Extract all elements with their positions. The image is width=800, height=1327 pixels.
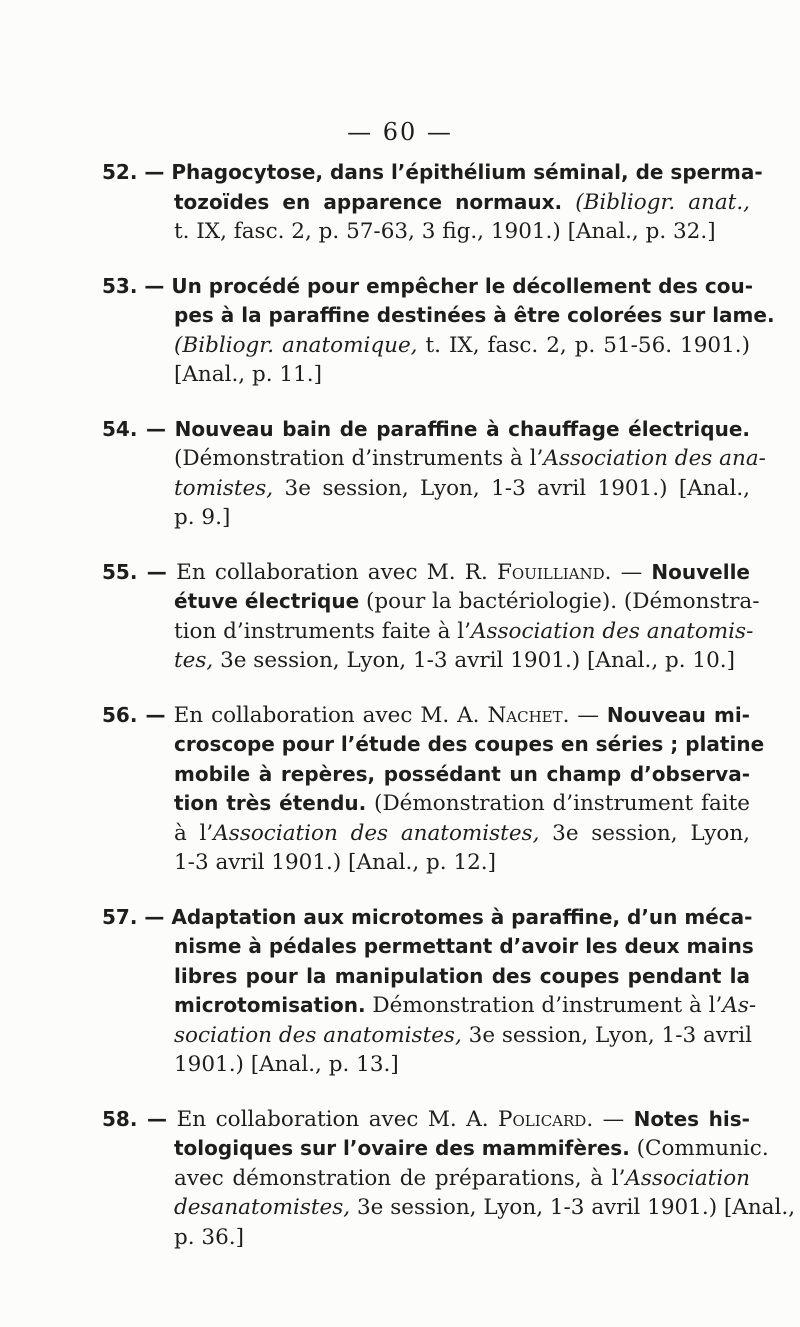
entry-text: nisme à pédales permettant d’avoir les deux mains [174, 934, 754, 958]
entry-text: Association des anatomis- [470, 618, 754, 644]
entry-line [0, 217, 750, 247]
entry-line [0, 444, 766, 474]
entry-text: p. 9.] [174, 505, 231, 530]
entry-text: croscope pour l’étude des coupes en séries ; platine [174, 732, 765, 756]
entry-line [0, 415, 750, 445]
entry-text: desanatomistes, [174, 1195, 351, 1220]
entry-line [0, 1223, 750, 1253]
entry-line [0, 587, 760, 617]
entry-55 [0, 558, 800, 676]
entry-text: Association des ana- [543, 446, 766, 471]
entry-line [0, 701, 750, 731]
entry-text: libres pour la manipulation des coupes pendant la [174, 963, 750, 988]
page-number: — 60 — [347, 118, 453, 146]
entry-text: En collaboration avec M. A. [173, 702, 488, 728]
entry-text: tomistes, [174, 475, 274, 501]
entry-line [0, 991, 757, 1021]
entry-text: As- [722, 993, 757, 1018]
entry-line [0, 819, 750, 849]
entry-text: 1901.) [Anal., p. 13.] [174, 1052, 399, 1077]
entry-text: 55. — [102, 559, 177, 584]
entry-text: tologiques sur l’ovaire des mammifères. [174, 1136, 630, 1160]
entry-text: t. IX, fasc. 2, p. 57-63, 3 fig., 1901.) [Anal., p. 32.] [174, 219, 716, 244]
entry-text: En collaboration avec M. R. [176, 559, 498, 585]
entry-line [0, 760, 750, 790]
entry-text: 57. — Adaptation aux microtomes à paraffine, d’un méca- [102, 904, 753, 929]
entry-text: pes à la paraffine destinées à être colorées sur lame. [174, 303, 775, 327]
entry-line [0, 1164, 750, 1194]
entry-text: En collaboration avec M. A. [176, 1106, 499, 1132]
entry-52 [0, 158, 800, 247]
entry-text: tion très étendu. [174, 791, 367, 815]
entry-text: à l’ [174, 820, 214, 846]
entry-text: Démonstration d’instrument à l’ [365, 993, 723, 1018]
entry-line [0, 158, 763, 188]
entry-text: 54. — Nouveau bain de paraffine à chauffage électrique. [102, 416, 750, 441]
entry-text: . — [604, 559, 652, 585]
entry-text: 3e session, Lyon, 1-3 avril 1901.) [Anal., [273, 475, 750, 501]
entry-text: Policard [498, 1106, 587, 1132]
entry-text: avec démonstration de préparations, à l’ [174, 1165, 626, 1191]
entry-text: Notes his- [633, 1106, 750, 1131]
entry-text: . — [562, 702, 607, 728]
entry-line [0, 789, 750, 819]
entry-line [0, 848, 750, 878]
entry-text: étuve électrique [174, 589, 360, 613]
entry-line [0, 188, 750, 218]
entry-text: Nouveau mi- [606, 702, 750, 727]
entry-line [0, 646, 750, 676]
entry-text: p. 36.] [174, 1224, 245, 1250]
entry-line [0, 301, 775, 331]
entry-53 [0, 272, 800, 390]
entry-line [0, 503, 750, 533]
entry-text: Fouilliand [497, 559, 605, 585]
entry-text: Nouvelle [651, 559, 750, 584]
entry-text: (pour la bactériologie). (Démonstra- [359, 589, 760, 614]
entry-text: Nachet [487, 702, 563, 728]
entry-text: Association des anatomistes, [213, 820, 540, 846]
entry-line [0, 730, 765, 760]
entry-56 [0, 701, 800, 878]
entry-text: 3e session, Lyon, 1-3 avril [461, 1022, 752, 1048]
entry-line [0, 962, 750, 992]
entry-line [0, 360, 750, 390]
entry-text: (Bibliogr. anat., [575, 189, 750, 215]
entry-text: t. IX, fasc. 2, p. 51-56. 1901.) [417, 332, 750, 358]
entry-text: Association [625, 1165, 750, 1191]
entry-text: 52. — Phagocytose, dans l’épithélium séminal, de sperma- [102, 160, 763, 184]
entry-text: mobile à repères, possédant un champ d’observa- [174, 761, 750, 786]
entry-text: (Démonstration d’instruments à l’ [174, 446, 544, 471]
entry-text: (Bibliogr. anatomique, [174, 332, 418, 358]
entry-line [0, 1021, 750, 1051]
entry-line [0, 474, 750, 504]
entry-text: tes, [174, 648, 214, 673]
entry-text: [Anal., p. 11.] [174, 362, 322, 387]
entry-text: microtomisation. [174, 993, 366, 1017]
entry-line [0, 331, 750, 361]
entry-text: . — [586, 1106, 634, 1132]
entry-text: (Communic. [629, 1136, 769, 1161]
entry-54 [0, 415, 800, 533]
entry-57 [0, 903, 800, 1080]
entry-text: 3e session, Lyon, [539, 820, 750, 846]
entry-line [0, 932, 754, 962]
bibliography-list [0, 158, 800, 1277]
entry-text: sociation des anatomistes, [174, 1022, 462, 1048]
entry-text: 58. — [102, 1106, 177, 1131]
entry-text: 3e session, Lyon, 1-3 avril 1901.) [Anal., p. 10.] [213, 648, 735, 673]
entry-line [0, 617, 754, 647]
entry-line [0, 558, 750, 588]
entry-line [0, 1050, 750, 1080]
entry-line [0, 1134, 769, 1164]
entry-text: 56. — [102, 702, 174, 727]
entry-line [0, 1193, 796, 1223]
entry-text: (Démonstration d’instrument faite [366, 791, 751, 816]
entry-line [0, 903, 753, 933]
entry-line [0, 1105, 750, 1135]
entry-text: 3e session, Lyon, 1-3 avril 1901.) [Anal., [350, 1195, 796, 1220]
entry-text: tion d’instruments faite à l’ [174, 618, 471, 644]
entry-text: 1-3 avril 1901.) [Anal., p. 12.] [174, 850, 497, 875]
entry-text: 53. — Un procédé pour empêcher le décollement des cou- [102, 273, 754, 298]
entry-58 [0, 1105, 800, 1253]
entry-line [0, 272, 754, 302]
entry-text: tozoïdes en apparence normaux. [174, 189, 576, 214]
